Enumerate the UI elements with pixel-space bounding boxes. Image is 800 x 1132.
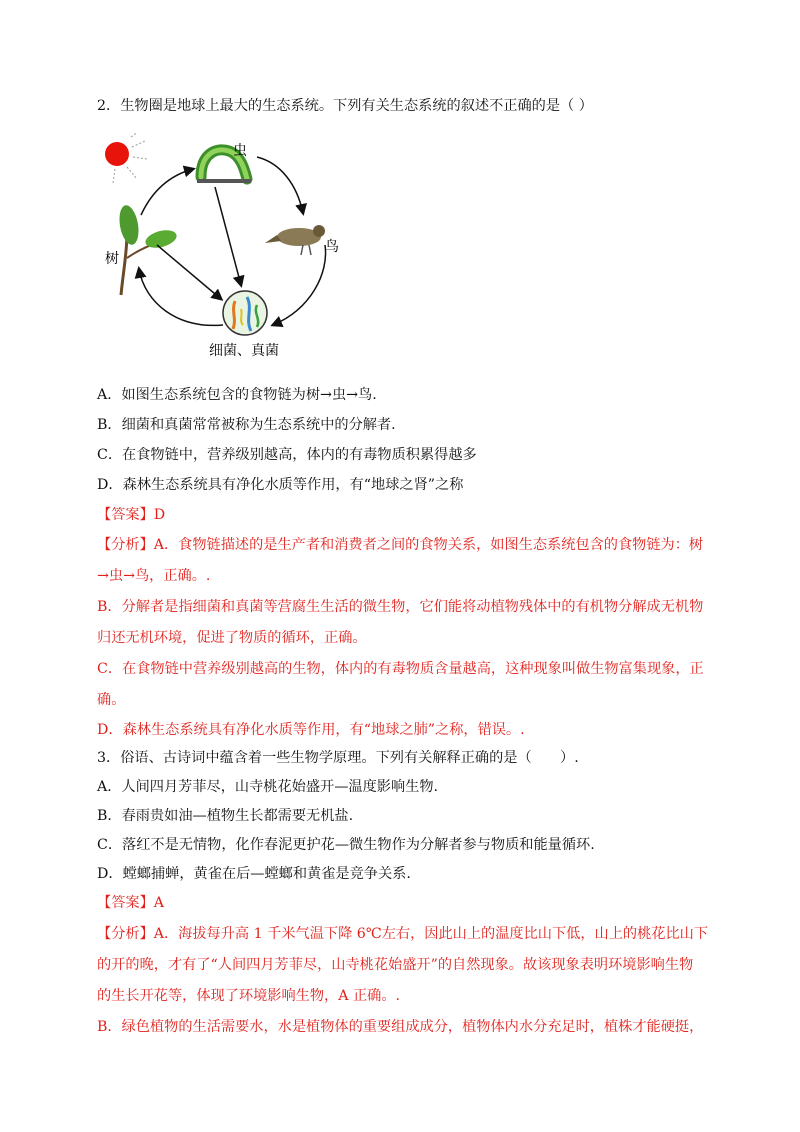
question-2-stem: 2．生物圈是地球上最大的生态系统。下列有关生态系统的叙述不正确的是（ ） bbox=[97, 98, 593, 114]
ecosystem-diagram bbox=[97, 133, 357, 363]
bird-icon bbox=[265, 225, 325, 255]
q2-option-a: A．如图生态系统包含的食物链为树→虫→鸟. bbox=[97, 387, 377, 403]
q2-analysis-line-1: 【分析】A．食物链描述的是生产者和消费者之间的食物关系，如图生态系统包含的食物链为：树 bbox=[97, 537, 704, 553]
q2-option-b: B．细菌和真菌常常被称为生态系统中的分解者. bbox=[97, 417, 396, 433]
q3-analysis-line-4: B．绿色植物的生活需要水，水是植物体的重要组成成分，植物体内水分充足时，植株才能硬挺， bbox=[97, 1019, 704, 1035]
label-bird: 鸟 bbox=[325, 239, 339, 255]
q2-analysis-line-3: B．分解者是指细菌和真菌等营腐生生活的微生物，它们能将动植物残体中的有机物分解成无机物 bbox=[97, 599, 704, 615]
q3-analysis-line-3: 的生长开花等，体现了环境影响生物，A 正确。. bbox=[97, 988, 401, 1004]
q2-analysis-line-7: D．森林生态系统具有净化水质等作用，有“地球之肺”之称，错误。. bbox=[97, 722, 525, 738]
q2-answer: 【答案】D bbox=[97, 507, 166, 523]
label-decomposers: 细菌、真菌 bbox=[209, 343, 279, 359]
tree-icon bbox=[117, 204, 179, 295]
label-insect: 虫 bbox=[233, 143, 247, 159]
q2-option-d: D．森林生态系统具有净化水质等作用，有“地球之肾”之称 bbox=[97, 477, 464, 493]
label-tree: 树 bbox=[105, 251, 119, 267]
q3-option-c: C．落红不是无情物，化作春泥更护花—微生物作为分解者参与物质和能量循环. bbox=[97, 837, 595, 853]
q3-answer: 【答案】A bbox=[97, 895, 164, 911]
question-3-stem: 3．俗语、古诗词中蕴含着一些生物学原理。下列有关解释正确的是（ ）. bbox=[97, 750, 579, 766]
q2-option-c: C．在食物链中，营养级别越高，体内的有毒物质积累得越多 bbox=[97, 447, 477, 463]
q3-option-d: D．螳螂捕蝉，黄雀在后—螳螂和黄雀是竞争关系. bbox=[97, 866, 411, 882]
q2-analysis-line-2: →虫→鸟，正确。. bbox=[97, 568, 211, 584]
q2-analysis-line-6: 确。 bbox=[97, 692, 126, 708]
q3-option-b: B．春雨贵如油—植物生长都需要无机盐. bbox=[97, 808, 354, 824]
q3-analysis-line-1: 【分析】A．海拔每升高 1 千米气温下降 6℃左右，因此山上的温度比山下低，山上的桃花比山下 bbox=[97, 926, 709, 942]
q2-analysis-line-5: C．在食物链中营养级别越高的生物，体内的有毒物质含量越高，这种现象叫做生物富集现象，正 bbox=[97, 661, 704, 677]
q3-option-a: A．人间四月芳菲尽，山寺桃花始盛开—温度影响生物. bbox=[97, 779, 439, 795]
microbe-icon bbox=[223, 291, 267, 335]
q2-analysis-line-4: 归还无机环境，促进了物质的循环，正确。 bbox=[97, 630, 367, 646]
sun-icon bbox=[105, 133, 147, 183]
q3-analysis-line-2: 的开的晚，才有了“人间四月芳菲尽，山寺桃花始盛开”的自然现象。故该现象表明环境影响生物 bbox=[97, 957, 694, 973]
